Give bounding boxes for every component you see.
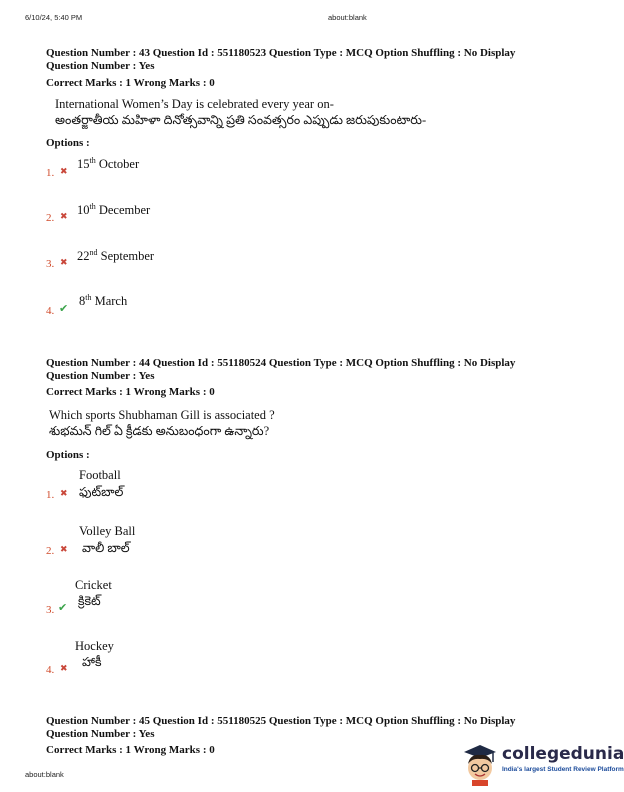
logo-tagline: India's largest Student Review Platform — [502, 766, 624, 773]
cross-icon: ✖ — [60, 258, 68, 268]
check-icon: ✔ — [58, 601, 68, 614]
mascot-icon — [460, 742, 500, 786]
option-text-telugu: ఫుట్‌బాల్ — [79, 485, 124, 499]
option-text-english: Hockey — [75, 639, 114, 653]
print-url: about:blank — [328, 13, 367, 22]
option-text-english: Volley Ball — [79, 524, 136, 538]
option-text-telugu: వాలీ బాల్ — [82, 541, 130, 555]
question-text-telugu: శుభమన్ గిల్ ఏ క్రీడకు అనుబంధంగా ఉన్నారు? — [49, 424, 270, 438]
question-meta: Question Number : 45 Question Id : 551180525 Question Type : MCQ Option Shuffling : No Display — [46, 715, 516, 727]
option-text-telugu: హాకీ — [82, 655, 102, 669]
cross-icon: ✖ — [60, 489, 68, 499]
option-number: 1. — [46, 489, 55, 501]
cross-icon: ✖ — [60, 167, 68, 177]
question-marks: Correct Marks : 1 Wrong Marks : 0 — [46, 744, 215, 756]
option-number: 3. — [46, 604, 55, 616]
option-text-english: Cricket — [75, 578, 112, 592]
option-number: 4. — [46, 305, 55, 317]
question-text-english: Which sports Shubhaman Gill is associated ? — [49, 408, 275, 422]
question-text-telugu: అంతర్జాతీయ మహిళా దినోత్సవాన్ని ప్రతి సంవత్సరం ఎప్పుడు జరుపుకుంటారు- — [55, 113, 427, 127]
option-number: 2. — [46, 545, 55, 557]
option-number: 3. — [46, 258, 55, 270]
option-text: 15th October — [77, 156, 140, 171]
options-label: Options : — [46, 449, 90, 461]
question-meta-display: Question Number : Yes — [46, 370, 155, 382]
cross-icon: ✖ — [60, 664, 68, 674]
question-meta: Question Number : 43 Question Id : 551180523 Question Type : MCQ Option Shuffling : No Display — [46, 47, 516, 59]
cross-icon: ✖ — [60, 212, 68, 222]
check-icon: ✔ — [59, 302, 69, 315]
option-text: 22nd September — [77, 248, 155, 263]
print-footer-url: about:blank — [25, 770, 64, 779]
question-meta-display: Question Number : Yes — [46, 60, 155, 72]
option-text: 8th March — [79, 293, 128, 308]
question-meta: Question Number : 44 Question Id : 551180524 Question Type : MCQ Option Shuffling : No Display — [46, 357, 516, 369]
option-text: 10th December — [77, 202, 151, 217]
print-datetime: 6/10/24, 5:40 PM — [25, 13, 83, 22]
question-text-english: International Women’s Day is celebrated every year on- — [55, 97, 334, 111]
collegedunia-logo — [460, 742, 624, 788]
option-number: 4. — [46, 664, 55, 676]
question-marks: Correct Marks : 1 Wrong Marks : 0 — [46, 386, 215, 398]
option-text-telugu: క్రికెట్ — [78, 594, 101, 608]
option-number: 1. — [46, 167, 55, 179]
option-number: 2. — [46, 212, 55, 224]
option-text-english: Football — [79, 468, 121, 482]
cross-icon: ✖ — [60, 545, 68, 555]
question-meta-display: Question Number : Yes — [46, 728, 155, 740]
question-marks: Correct Marks : 1 Wrong Marks : 0 — [46, 77, 215, 89]
options-label: Options : — [46, 137, 90, 149]
logo-name: collegedunia — [502, 744, 624, 764]
